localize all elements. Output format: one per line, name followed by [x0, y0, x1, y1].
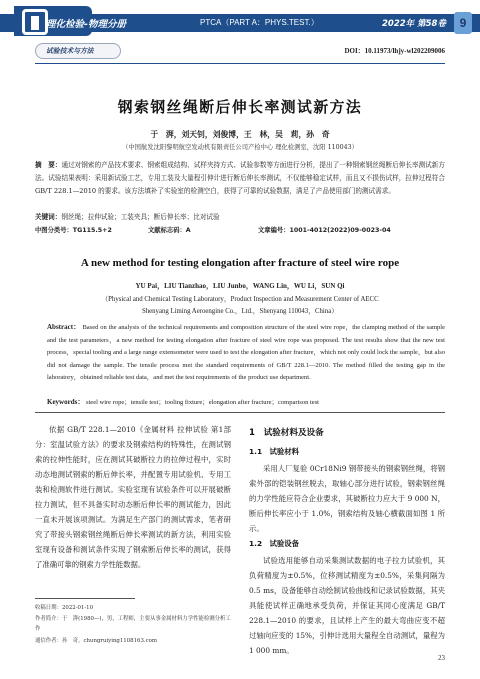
abstract-english-label: Abstract： [47, 323, 81, 331]
keywords-english [47, 396, 445, 410]
abstract-divider [35, 412, 445, 413]
page-number: 23 [438, 654, 445, 662]
paragraph-equipment: 试验选用能够自动采集测试数据的电子拉力试验机，其负荷精度为±0.5%，位移测试精度为±0.5%，采集间隔为 0.5 ms，设备能够自动绘制试验曲线和记录试验数据，其夹具能使试样正确地承受负荷，并保证其同心度满足 GB/T 228.1—2010 的要求，且试样上产生的最大弯曲应变不超过轴向应变的 15%，引伸计选用大量程全自动测试，量程为 1 000 mm。 [249, 556, 445, 655]
classification-number: 中图分类号：TG115.5+2 [35, 227, 112, 234]
subsection-heading-1-1: 1.1 试验材料 [249, 447, 300, 456]
title-chinese: 钢索钢丝绳断后伸长率测试新方法 [117, 99, 363, 116]
footnote-correspondence: 通信作者：孙 奇，chungruiying1108163.com [35, 638, 157, 644]
abstract-english-text: Based on the analysis of the technical requirements and composition structure of the steel wire rope，the clamping method of the sample and the test parameters，a new method for testing elongation after fracture of steel wire rope was proposed. The test results show that the new test process，special tooling and a large range extensometer were used to test the elongation after fracture，which not only could lock the sample，but also did not damage the sample. The tensile process met the standard requirements of GB/T 228.1—2010. The method filled the testing gap in the laboratory，obtained reliable test data，and met the test requirements of the product use department. [47, 324, 446, 382]
affiliation-english-line1: （Physical and Chemical Testing Laboratory，Product Inspection and Measurement Center of AECC [101, 296, 379, 303]
keywords-english-text: steel wire rope；tensile test；tooling fixture；elongation after fracture；comparison test [85, 399, 319, 406]
keywords-chinese-label: 关键词： [35, 213, 62, 221]
abstract-chinese-text: 通过对钢索的产品技术要求、钢索组成结构、试样夹持方式、试验参数等方面进行分析，提出了一种钢索钢丝绳断后伸长率测试新方法。试验结果表明：采用新试验工艺，专用工装及大量程引伸计进行断后伸长率测试，不仅能够稳定试样，而且又不损伤试样，拉伸过程符合 GB/T 228.1—2010 的要求。该方法填补了实验室的检测空白，获得了可靠的试验数据，满足了产品使用部门的测试需求。 [35, 161, 445, 195]
issue-number-badge: 9 [454, 12, 472, 34]
abstract-chinese-label: 摘 要： [35, 161, 62, 169]
keywords-chinese-text: 钢丝绳；拉伸试验；工装夹具；断后伸长率；比对试验 [61, 213, 220, 221]
section-heading-1: 1 试验材料及设备 [249, 428, 324, 438]
abstract-chinese [35, 159, 445, 198]
journal-year-volume: 2022年 第58卷 [382, 18, 446, 29]
journal-name: PTCA（PART A：PHYS.TEST.） [200, 18, 319, 27]
journal-logo-icon [22, 9, 48, 35]
paragraph-materials: 采用人厂复验 0Cr18Ni9 钢带接头的钢索钢丝绳，将钢索外部的铠装钢丝脱去，取轴心部分进行试验，钢索钢丝绳的力学性能应符合企业要求，其破断拉力应大于 9 000 N，断后伸长率应小于 1.0%，钢索结构及轴心横截面如图 1 所示。 [249, 464, 445, 533]
subsection-heading-1-2: 1.2 试验设备 [249, 539, 300, 548]
article-number: 文章编号：1001-4012(2022)09-0023-04 [258, 227, 391, 234]
affiliation-chinese: （中国航发沈阳黎明航空发动机有限责任公司产检中心 理化检测室，沈阳 110043） [122, 144, 358, 151]
title-english: A new method for testing elongation after fracture of steel wire rope [80, 257, 400, 269]
journal-logo-text: 理化检验-物理分册 [46, 19, 126, 30]
footnote-received: 收稿日期：2022-01-10 [35, 605, 94, 611]
authors-chinese: 于 湃，刘天钊，刘俊博，王 林，吴 莉，孙 奇 [150, 130, 330, 139]
keywords-chinese [35, 211, 445, 224]
doi: DOI：10.11973/lhjy-wl202209006 [344, 47, 445, 55]
affiliation-english-line2: Shenyang Liming Aeroengine Co.，Ltd.，Shenyang 110043，China） [141, 308, 339, 315]
document-code: 文献标志码：A [148, 227, 191, 234]
footnote-author-intro: 作者简介：于 湃(1980—)，男，工程师，主要从事金属材料力学性能检测分析工作 [35, 616, 231, 632]
footnote-divider [35, 598, 135, 599]
authors-english: YU Pai，LIU Tianzhao，LIU Junbo，WANG Lin，WU Li，SUN Qi [135, 282, 345, 290]
header-divider [35, 63, 445, 64]
abstract-english [47, 321, 445, 385]
section-tag-label: 试验技术与方法 [46, 47, 94, 55]
keywords-english-label: Keywords： [47, 398, 85, 406]
body-intro-paragraph: 依据 GB/T 228.1—2010《金属材料 拉伸试验 第1部分：室温试验方法》的要求及钢索结构的特殊性，在测试钢索的拉伸性能时，应在测试其破断拉力的拉伸过程中，实时动态地测试钢索的断后伸长率，并配置专用试验机、专用工装和检测软件进行测试。实验室现有试验条件可以开展破断拉力测试，但不具备实时动态断后伸长率的测试能力，因此一直未开展该项测试。为满足生产部门的测试需求，笔者研究了带接头钢索钢丝绳断后伸长率测试的新方法，利用实验室现有设备和测试条件实现了钢索断后伸长率的测试，获得了准确可靠的钢索力学性能数据。 [35, 425, 231, 569]
